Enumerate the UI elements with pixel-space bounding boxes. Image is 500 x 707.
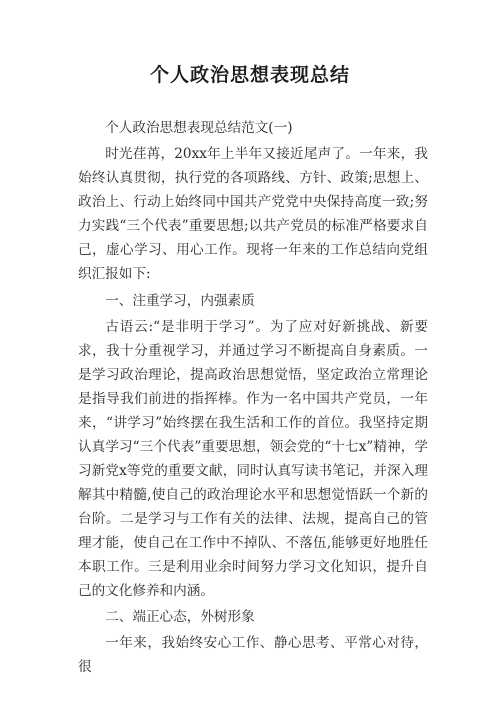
section-2-paragraph: 一年来，我始终安心工作、静心思考、平常心对待，很 bbox=[78, 635, 428, 676]
document-title: 个人政治思想表现总结 bbox=[149, 64, 350, 86]
document-body bbox=[78, 116, 428, 682]
intro-paragraph: 时光荏苒，20xx年上半年又接近尾声了。一年来，我始终认真贯彻，执行党的各项路线、方针、政策;思想上、政治上、行动上始终同中国共产党党中央保持高度一致;努力实践“三个代表”重要思想;以共产党员的标准严格要求自己，虚心学习、用心工作。现将一年来的工作总结向党组织汇报如下: bbox=[78, 146, 428, 283]
section-heading-1: 一、注重学习，内强素质 bbox=[105, 292, 255, 309]
section-heading-2: 二、端正心态，外树形象 bbox=[105, 609, 255, 626]
subtitle-paragraph: 个人政治思想表现总结范文(一) bbox=[105, 120, 293, 136]
section-1-paragraph: 古语云:“是非明于学习”。为了应对好新挑战、新要求，我十分重视学习，并通过学习不断提高自身素质。一是学习政治理论，提高政治思想觉悟，坚定政治立常理论是指导我们前进的指挥棒。作为一名中国共产党员，一年来，“讲学习”始终摆在我生活和工作的首位。我坚持定期认真学习“三个代表”重要思想，领会党的“十七x”精神，学习新党x等党的重要文献，同时认真写读书笔记，并深入理解其中精髓,使自己的政治理论水平和思想觉悟跃一个新的台阶。二是学习与工作有关的法律、法规，提高自己的管理才能，使自己在工作中不掉队、不落伍,能够更好地胜任本职工作。三是利用业余时间努力学习文化知识，提升自己的文化修养和内涵。 bbox=[78, 318, 428, 599]
